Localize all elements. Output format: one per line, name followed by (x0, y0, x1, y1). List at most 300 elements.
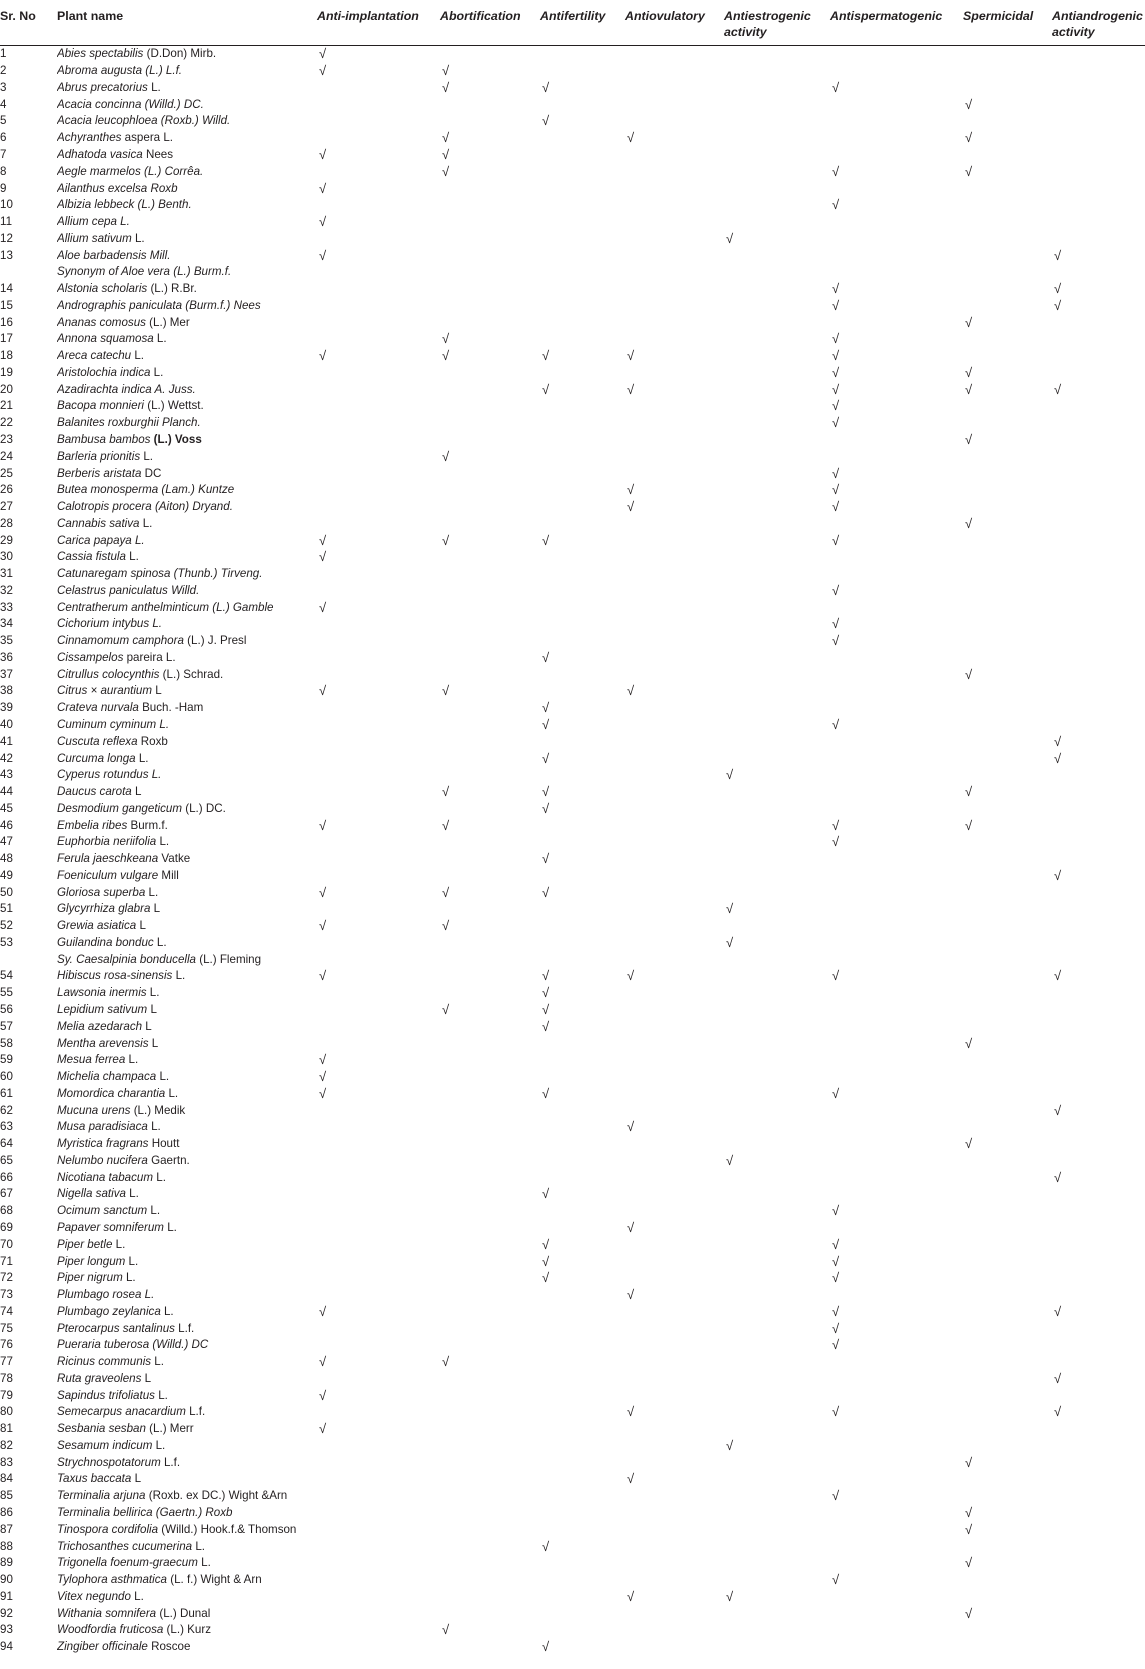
check-cell-antiandrogenic-activity (1052, 1102, 1145, 1119)
check-cell-anti-implantation (317, 633, 440, 650)
check-mark-icon: √ (442, 1354, 450, 1370)
check-cell-antispermatogenic (830, 1588, 963, 1605)
check-cell-antiandrogenic-activity (1052, 800, 1145, 817)
check-cell-abortification (440, 130, 540, 147)
check-cell-antifertility (540, 1320, 625, 1337)
check-cell-antiovulatory (625, 515, 724, 532)
check-cell-anti-implantation (317, 63, 440, 80)
check-cell-antifertility (540, 1002, 625, 1019)
table-row (0, 80, 1145, 97)
sr-no-cell: 28 (0, 516, 13, 530)
check-mark-icon: √ (319, 46, 327, 62)
check-cell-anti-implantation (317, 851, 440, 868)
check-cell-antiovulatory (625, 331, 724, 348)
table-row (0, 247, 1145, 264)
check-cell-spermicidal (963, 1085, 1052, 1102)
plant-name-cell (57, 784, 317, 801)
check-cell-anti-implantation (317, 348, 440, 365)
check-cell-anti-implantation (317, 147, 440, 164)
check-cell-anti-implantation (317, 1387, 440, 1404)
check-cell-antispermatogenic (830, 717, 963, 734)
check-cell-antiandrogenic-activity (1052, 381, 1145, 398)
plant-name-segment: L. (112, 1237, 126, 1251)
check-cell-abortification (440, 1169, 540, 1186)
check-cell-antiovulatory (625, 297, 724, 314)
plant-name-segment: L. (156, 1070, 170, 1084)
check-cell-antiestrogenic-activity (724, 1370, 830, 1387)
check-mark-icon: √ (832, 633, 840, 649)
check-cell-antiovulatory (625, 666, 724, 683)
check-cell-antispermatogenic (830, 817, 963, 834)
table-row (0, 264, 1145, 281)
check-cell-spermicidal (963, 1387, 1052, 1404)
check-mark-icon: √ (726, 1437, 734, 1453)
plant-name-cell (57, 868, 317, 885)
check-cell-antiandrogenic-activity (1052, 1555, 1145, 1572)
check-cell-antiestrogenic-activity (724, 264, 830, 281)
check-mark-icon: √ (832, 1236, 840, 1252)
check-mark-icon: √ (542, 968, 550, 984)
sr-no-cell: 57 (0, 1019, 13, 1033)
check-cell-anti-implantation (317, 314, 440, 331)
check-cell-abortification (440, 1203, 540, 1220)
table-row (0, 616, 1145, 633)
check-cell-anti-implantation (317, 700, 440, 717)
check-mark-icon: √ (542, 884, 550, 900)
plant-name-segment: L. (153, 935, 167, 949)
table-row (0, 935, 1145, 952)
check-mark-icon: √ (832, 331, 840, 347)
check-cell-antiovulatory (625, 834, 724, 851)
check-cell-spermicidal (963, 1404, 1052, 1421)
plant-name-segment: Alstonia scholaris (57, 282, 148, 296)
check-cell-antiovulatory (625, 901, 724, 918)
plant-name-segment: Ferula jaeschkeana (57, 852, 159, 866)
check-cell-antifertility (540, 1236, 625, 1253)
check-cell-antiandrogenic-activity (1052, 1085, 1145, 1102)
check-cell-spermicidal (963, 1438, 1052, 1455)
check-cell-antispermatogenic (830, 398, 963, 415)
check-cell-spermicidal (963, 365, 1052, 382)
check-cell-antiestrogenic-activity (724, 1354, 830, 1371)
check-cell-antiandrogenic-activity (1052, 868, 1145, 885)
check-mark-icon: √ (442, 163, 450, 179)
check-cell-antiestrogenic-activity (724, 331, 830, 348)
plant-name-segment: L. (154, 1388, 168, 1402)
check-cell-antiandrogenic-activity (1052, 1438, 1145, 1455)
plant-name-segment: Buch. -Ham (138, 701, 204, 715)
plant-name-segment: L. (147, 1120, 161, 1134)
table-row (0, 1236, 1145, 1253)
check-cell-antispermatogenic (830, 1505, 963, 1522)
plant-name-cell (57, 1387, 317, 1404)
plant-name-segment: L. (145, 885, 159, 899)
plant-name-segment: L (147, 1003, 157, 1017)
header-antiestrogenic-activity: Antiestrogenic activity (724, 0, 830, 46)
check-cell-abortification (440, 1303, 540, 1320)
plant-name-segment: Abies spectabilis (57, 47, 144, 61)
check-mark-icon: √ (627, 1287, 635, 1303)
plant-name-cell (57, 331, 317, 348)
sr-no-cell (0, 951, 57, 968)
check-cell-antiandrogenic-activity (1052, 834, 1145, 851)
table-row (0, 331, 1145, 348)
check-cell-spermicidal (963, 214, 1052, 231)
check-cell-anti-implantation (317, 834, 440, 851)
table-row (0, 398, 1145, 415)
check-mark-icon: √ (542, 1538, 550, 1554)
plant-name-cell (57, 214, 317, 231)
check-cell-spermicidal (963, 63, 1052, 80)
check-mark-icon: √ (832, 1085, 840, 1101)
check-cell-spermicidal (963, 297, 1052, 314)
check-cell-abortification (440, 1102, 540, 1119)
sr-no-cell: 20 (0, 382, 13, 396)
plant-name-segment: Cassia fistula (57, 550, 126, 564)
check-cell-antiandrogenic-activity (1052, 1203, 1145, 1220)
check-mark-icon: √ (319, 63, 327, 79)
sr-no-cell: 75 (0, 1321, 13, 1335)
check-cell-antifertility (540, 465, 625, 482)
check-cell-anti-implantation (317, 230, 440, 247)
plant-name-segment: Aloe barbadensis Mill. (57, 248, 171, 262)
check-mark-icon: √ (832, 968, 840, 984)
check-mark-icon: √ (542, 1018, 550, 1034)
plant-name-segment: Andrographis paniculata (Burm.f.) Nees (57, 298, 261, 312)
check-cell-antifertility (540, 1521, 625, 1538)
plant-name-cell (57, 348, 317, 365)
plant-name-segment: Annona squamosa (57, 332, 154, 346)
check-mark-icon: √ (442, 817, 450, 833)
sr-no-cell: 26 (0, 483, 13, 497)
plant-name-segment: Pterocarpus santalinus (57, 1321, 175, 1335)
check-cell-antiovulatory (625, 1052, 724, 1069)
plant-name-segment: Desmodium gangeticum (57, 801, 183, 815)
check-cell-antiestrogenic-activity (724, 1303, 830, 1320)
check-cell-antiestrogenic-activity (724, 784, 830, 801)
plant-name-segment: L. (163, 1220, 177, 1234)
sr-no-cell: 50 (0, 885, 13, 899)
plant-name-segment: Strychnospotatorum (57, 1455, 161, 1469)
plant-name-segment: Celastrus paniculatus Willd. (57, 583, 200, 597)
check-cell-antiestrogenic-activity (724, 180, 830, 197)
check-cell-anti-implantation (317, 432, 440, 449)
check-cell-anti-implantation (317, 1085, 440, 1102)
check-cell-antiestrogenic-activity (724, 1471, 830, 1488)
check-cell-antispermatogenic (830, 1421, 963, 1438)
check-cell-antiestrogenic-activity (724, 1203, 830, 1220)
plant-name-segment: Vatke (158, 852, 191, 866)
check-cell-antiovulatory (625, 1471, 724, 1488)
check-cell-anti-implantation (317, 1002, 440, 1019)
check-mark-icon: √ (965, 314, 973, 330)
check-cell-antiandrogenic-activity (1052, 448, 1145, 465)
plant-name-cell (57, 1639, 317, 1656)
plant-name-cell (57, 1119, 317, 1136)
check-cell-antiovulatory (625, 1337, 724, 1354)
check-mark-icon: √ (726, 1588, 734, 1604)
check-mark-icon: √ (442, 348, 450, 364)
check-cell-antiestrogenic-activity (724, 465, 830, 482)
check-cell-abortification (440, 230, 540, 247)
sr-no-cell: 61 (0, 1086, 13, 1100)
check-cell-antifertility (540, 700, 625, 717)
check-mark-icon: √ (832, 348, 840, 364)
table-row (0, 130, 1145, 147)
check-cell-spermicidal (963, 331, 1052, 348)
check-cell-antispermatogenic (830, 800, 963, 817)
check-cell-antiovulatory (625, 599, 724, 616)
plant-name-segment: L (131, 1472, 142, 1486)
check-cell-abortification (440, 1119, 540, 1136)
table-row (0, 1605, 1145, 1622)
check-cell-antiandrogenic-activity (1052, 264, 1145, 281)
check-cell-abortification (440, 1253, 540, 1270)
check-cell-antiandrogenic-activity (1052, 80, 1145, 97)
check-cell-antiestrogenic-activity (724, 834, 830, 851)
check-cell-antiandrogenic-activity (1052, 1605, 1145, 1622)
check-cell-abortification (440, 80, 540, 97)
table-row (0, 214, 1145, 231)
check-cell-antifertility (540, 583, 625, 600)
check-cell-antifertility (540, 1337, 625, 1354)
plant-name-segment: Nelumbo nucifera (57, 1153, 148, 1167)
table-body (0, 46, 1145, 1656)
check-cell-abortification (440, 1639, 540, 1656)
check-cell-antiandrogenic-activity (1052, 281, 1145, 298)
plant-name-segment: Balanites roxburghii Planch. (57, 416, 201, 430)
check-cell-antiandrogenic-activity (1052, 817, 1145, 834)
check-mark-icon: √ (726, 230, 734, 246)
check-cell-antiandrogenic-activity (1052, 365, 1145, 382)
check-cell-anti-implantation (317, 297, 440, 314)
check-cell-anti-implantation (317, 1404, 440, 1421)
check-cell-anti-implantation (317, 800, 440, 817)
table-row (0, 1085, 1145, 1102)
check-cell-antiovulatory (625, 348, 724, 365)
plant-name-segment: Bambusa bambos (57, 432, 151, 446)
sr-no-cell: 30 (0, 550, 13, 564)
header-row (0, 0, 1145, 46)
check-cell-anti-implantation (317, 1186, 440, 1203)
sr-no-cell: 4 (0, 97, 7, 111)
plant-name-segment: Pueraria tuberosa (Willd.) DC (57, 1338, 209, 1352)
check-cell-anti-implantation (317, 1505, 440, 1522)
check-cell-antiestrogenic-activity (724, 700, 830, 717)
sr-no-cell: 45 (0, 801, 13, 815)
check-mark-icon: √ (542, 381, 550, 397)
check-cell-spermicidal (963, 1186, 1052, 1203)
check-cell-antiovulatory (625, 817, 724, 834)
plant-name-segment: Plumbago zeylanica (57, 1304, 161, 1318)
table-row (0, 499, 1145, 516)
check-cell-antiestrogenic-activity (724, 532, 830, 549)
check-cell-antiestrogenic-activity (724, 482, 830, 499)
check-cell-spermicidal (963, 1136, 1052, 1153)
check-cell-antiandrogenic-activity (1052, 247, 1145, 264)
check-cell-antiestrogenic-activity (724, 1387, 830, 1404)
plant-name-segment: (Willd.) Hook.f.& Thomson (158, 1522, 297, 1536)
check-cell-antispermatogenic (830, 633, 963, 650)
check-cell-anti-implantation (317, 163, 440, 180)
check-cell-antiestrogenic-activity (724, 884, 830, 901)
check-cell-antiestrogenic-activity (724, 599, 830, 616)
check-cell-anti-implantation (317, 951, 440, 968)
check-cell-spermicidal (963, 1488, 1052, 1505)
check-cell-spermicidal (963, 1303, 1052, 1320)
check-cell-spermicidal (963, 1588, 1052, 1605)
table-row (0, 1186, 1145, 1203)
sr-no-cell: 77 (0, 1355, 13, 1369)
check-cell-antiandrogenic-activity (1052, 1220, 1145, 1237)
check-cell-antiovulatory (625, 1521, 724, 1538)
table-row (0, 1639, 1145, 1656)
sr-no-cell: 60 (0, 1070, 13, 1084)
check-cell-antiestrogenic-activity (724, 1002, 830, 1019)
check-cell-antiovulatory (625, 1035, 724, 1052)
check-cell-antiandrogenic-activity (1052, 1588, 1145, 1605)
check-cell-anti-implantation (317, 1052, 440, 1069)
check-cell-antiestrogenic-activity (724, 1538, 830, 1555)
plant-name-segment: Roscoe (147, 1640, 191, 1654)
check-mark-icon: √ (542, 750, 550, 766)
sr-no-cell: 9 (0, 181, 7, 195)
check-cell-spermicidal (963, 180, 1052, 197)
check-cell-antiandrogenic-activity (1052, 616, 1145, 633)
check-mark-icon: √ (965, 1521, 973, 1537)
check-cell-abortification (440, 1572, 540, 1589)
check-cell-antiovulatory (625, 465, 724, 482)
sr-no-cell: 85 (0, 1489, 13, 1503)
check-mark-icon: √ (726, 767, 734, 783)
sr-no-cell (0, 264, 57, 281)
sr-no-cell: 25 (0, 466, 13, 480)
check-cell-antispermatogenic (830, 1169, 963, 1186)
plant-name-cell (57, 1488, 317, 1505)
table-row (0, 365, 1145, 382)
check-cell-antiovulatory (625, 46, 724, 63)
table-row (0, 46, 1145, 63)
check-cell-antiovulatory (625, 1085, 724, 1102)
check-cell-antifertility (540, 566, 625, 583)
plant-name-segment: DC (141, 466, 162, 480)
check-mark-icon: √ (542, 1002, 550, 1018)
header-sr-no: Sr. No (0, 0, 57, 46)
sr-no-cell: 78 (0, 1371, 13, 1385)
check-cell-antiovulatory (625, 784, 724, 801)
plant-name-cell (57, 1203, 317, 1220)
plant-name-segment: L. (150, 365, 164, 379)
check-cell-antiandrogenic-activity (1052, 700, 1145, 717)
check-cell-antiestrogenic-activity (724, 650, 830, 667)
check-cell-abortification (440, 834, 540, 851)
header-antifertility: Antifertility (540, 0, 625, 46)
plant-name-cell (57, 1320, 317, 1337)
check-mark-icon: √ (965, 96, 973, 112)
check-mark-icon: √ (442, 1002, 450, 1018)
check-mark-icon: √ (832, 364, 840, 380)
check-cell-antiovulatory (625, 1454, 724, 1471)
plant-name-segment: Grewia asiatica (57, 919, 137, 933)
plant-name-cell (57, 432, 317, 449)
check-cell-abortification (440, 1069, 540, 1086)
check-cell-antifertility (540, 985, 625, 1002)
sr-no-cell: 59 (0, 1053, 13, 1067)
check-cell-antifertility (540, 784, 625, 801)
sr-no-cell: 19 (0, 365, 13, 379)
check-mark-icon: √ (832, 381, 840, 397)
check-cell-anti-implantation (317, 1287, 440, 1304)
check-cell-spermicidal (963, 314, 1052, 331)
check-cell-anti-implantation (317, 733, 440, 750)
check-cell-spermicidal (963, 1555, 1052, 1572)
check-cell-antispermatogenic (830, 1203, 963, 1220)
table-row (0, 1136, 1145, 1153)
check-mark-icon: √ (832, 79, 840, 95)
check-cell-anti-implantation (317, 482, 440, 499)
check-cell-antispermatogenic (830, 264, 963, 281)
check-cell-spermicidal (963, 1505, 1052, 1522)
check-cell-antifertility (540, 147, 625, 164)
header-anti-implantation: Anti-implantation (317, 0, 440, 46)
check-cell-abortification (440, 566, 540, 583)
check-cell-antiestrogenic-activity (724, 1186, 830, 1203)
check-cell-abortification (440, 1622, 540, 1639)
check-cell-anti-implantation (317, 1119, 440, 1136)
check-cell-antiestrogenic-activity (724, 515, 830, 532)
check-cell-anti-implantation (317, 616, 440, 633)
check-cell-antiandrogenic-activity (1052, 683, 1145, 700)
check-cell-antifertility (540, 1069, 625, 1086)
plant-name-segment: Areca catechu (57, 349, 132, 363)
plant-name-segment: L. (156, 835, 170, 849)
check-cell-spermicidal (963, 432, 1052, 449)
check-cell-antifertility (540, 767, 625, 784)
check-cell-antiandrogenic-activity (1052, 1404, 1145, 1421)
check-cell-antiandrogenic-activity (1052, 1018, 1145, 1035)
check-mark-icon: √ (832, 297, 840, 313)
check-mark-icon: √ (832, 499, 840, 515)
check-cell-antifertility (540, 683, 625, 700)
plant-name-segment: Michelia champaca (57, 1070, 157, 1084)
plant-name-cell (57, 281, 317, 298)
check-mark-icon: √ (627, 968, 635, 984)
check-cell-abortification (440, 348, 540, 365)
plant-name-segment: Piper nigrum (57, 1271, 123, 1285)
plant-name-cell (57, 482, 317, 499)
check-mark-icon: √ (319, 146, 327, 162)
plant-name-cell (57, 163, 317, 180)
plant-name-cell (57, 1270, 317, 1287)
sr-no-cell: 36 (0, 650, 13, 664)
check-cell-antiestrogenic-activity (724, 968, 830, 985)
check-cell-abortification (440, 197, 540, 214)
check-mark-icon: √ (442, 1622, 450, 1638)
check-cell-abortification (440, 63, 540, 80)
check-cell-spermicidal (963, 1102, 1052, 1119)
check-cell-anti-implantation (317, 650, 440, 667)
check-cell-anti-implantation (317, 868, 440, 885)
check-cell-anti-implantation (317, 1203, 440, 1220)
plant-name-cell (57, 599, 317, 616)
check-mark-icon: √ (832, 717, 840, 732)
check-cell-spermicidal (963, 1639, 1052, 1656)
plant-name-segment: Taxus baccata (57, 1472, 132, 1486)
plant-name-cell (57, 717, 317, 734)
plant-name-cell (57, 1236, 317, 1253)
check-cell-antiandrogenic-activity (1052, 1119, 1145, 1136)
check-mark-icon: √ (627, 683, 635, 699)
